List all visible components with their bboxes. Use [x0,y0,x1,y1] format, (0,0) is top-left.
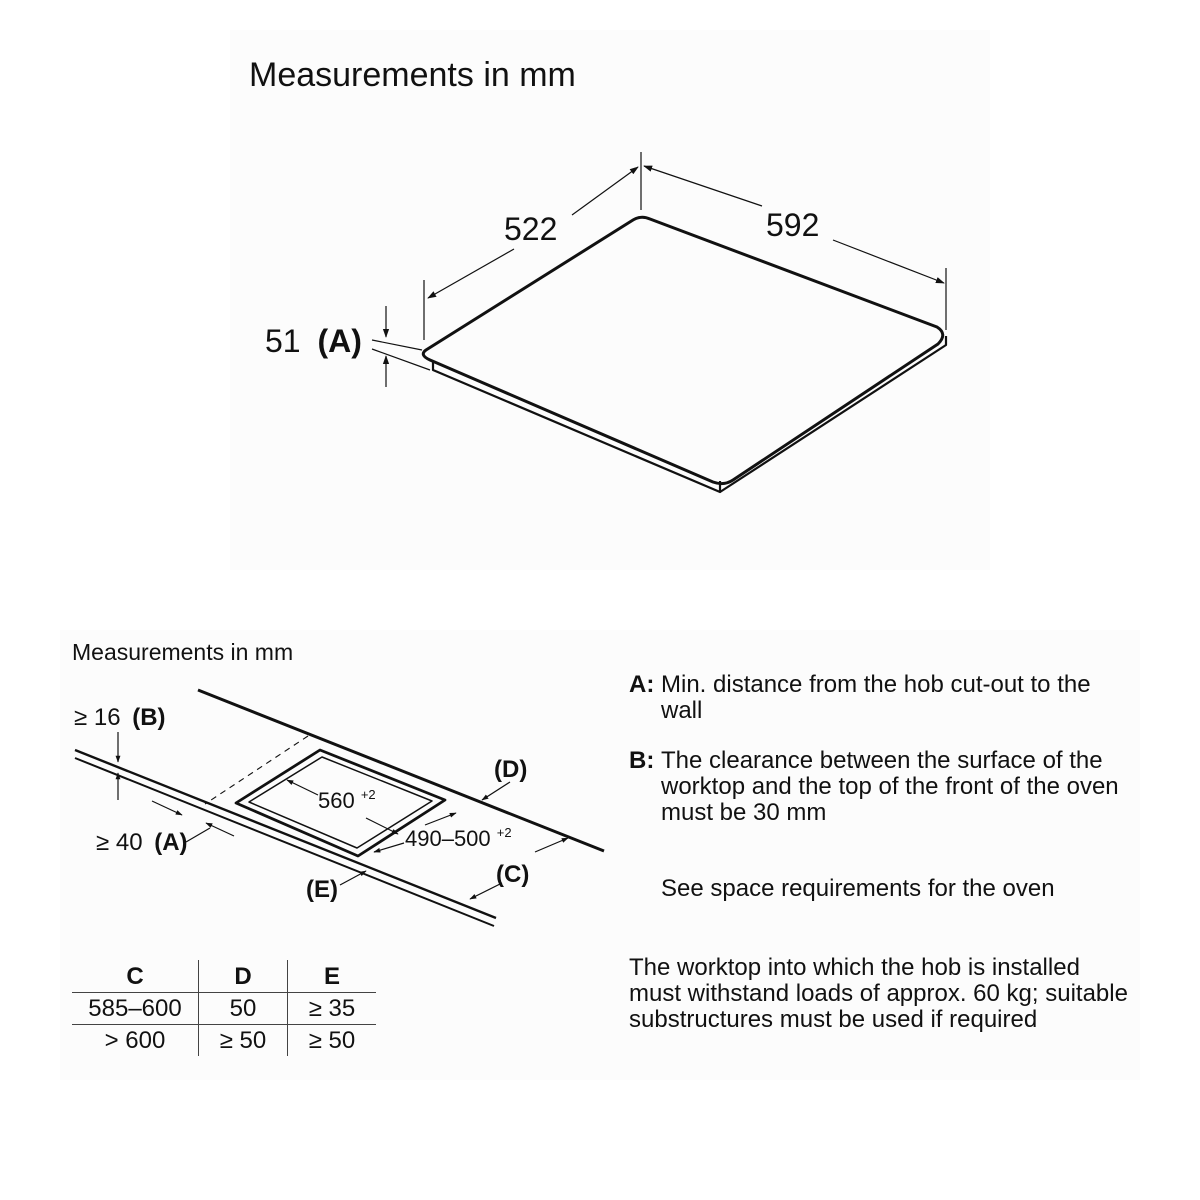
hob-extension-lines [372,152,946,370]
table-row [72,1025,376,1057]
table-row [72,993,376,1025]
header-e: E [288,960,377,993]
cell-e: ≥ 35 [288,993,377,1025]
note-a-text: Min. distance from the hob cut-out to the wall [661,671,1091,724]
note-b [629,748,1129,826]
note-a [629,672,1129,724]
note-b-key: B: [629,747,655,774]
height-value: 51 [265,323,301,359]
header-d: D [199,960,288,993]
note-b-text: The clearance between the surface of the worktop and the top of the front of the oven must be 30 mm [661,747,1119,826]
width-dimension-label: 592 [766,207,820,243]
e-dimension-arrow [340,871,366,885]
cell-c: > 600 [104,1027,166,1054]
table-header-row [72,960,376,993]
e-reference-label: (E) [306,876,338,903]
cutout-spec-table [72,960,376,1056]
height-reference: (A) [317,323,362,359]
cell-d: ≥ 50 [199,1025,288,1057]
cutout-depth-label: 490–500 $^{+2}$ [405,825,512,851]
cutout-drawing-title: Measurements in mm [72,639,294,665]
c-reference-label: (C) [496,861,530,888]
note-worktop: The worktop into which the hob is installed must withstand loads of approx. 60 kg; suitable substructures must be used if required [629,954,1128,1033]
b-dimension-label: ≥ 16 (B) [74,704,166,731]
cell-e: ≥ 50 [288,1025,377,1057]
header-c: C [72,960,199,993]
note-a-key: A: [629,671,655,698]
hob-outline [423,217,946,492]
a-dimension-label: ≥ 40 (A) [96,829,188,856]
depth-dimension-label: 522 [504,211,558,247]
wall-reference-line [205,736,308,804]
cell-c: 585–600 [72,993,199,1025]
height-dimension-label [265,323,362,359]
cutout-width-label: 560 $^{+2}$ [318,787,376,813]
d-reference-label: (D) [494,756,528,783]
note-oven: See space requirements for the oven [661,875,1055,902]
hob-drawing-title: Measurements in mm [249,56,576,94]
cell-d: 50 [199,993,288,1025]
d-dimension-arrow [482,782,510,800]
